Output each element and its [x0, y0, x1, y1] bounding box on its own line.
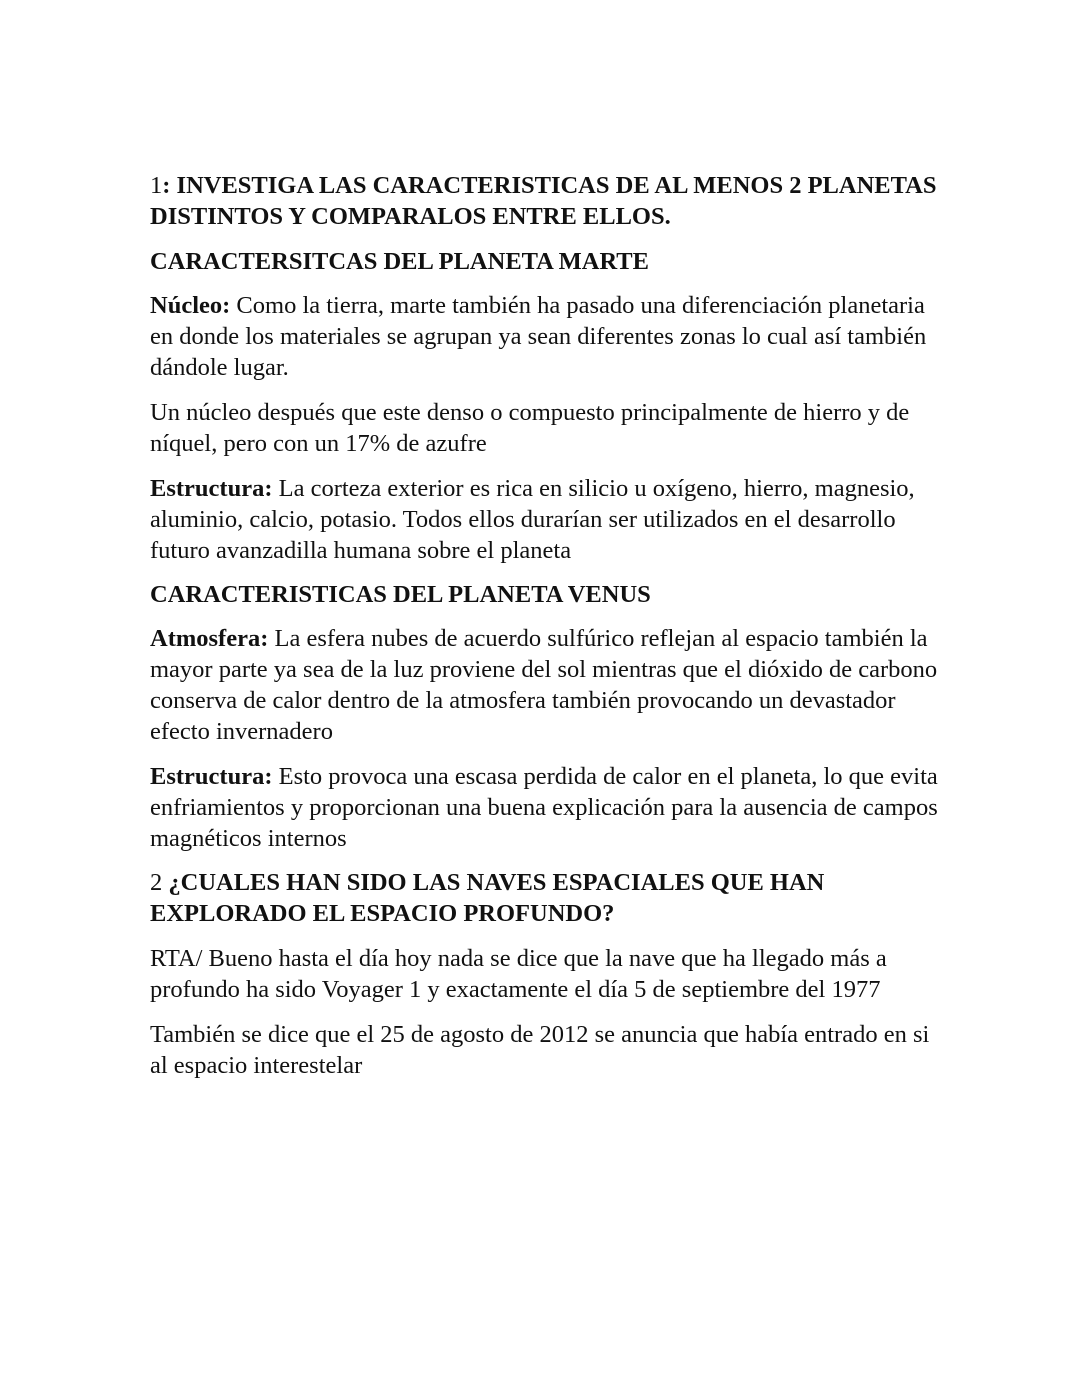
question-1-text: : INVESTIGA LAS CARACTERISTICAS DE AL MENOS 2 PLANETAS DISTINTOS Y COMPARALOS ENTRE ELLOS.: [150, 172, 937, 230]
question-2-text: ¿CUALES HAN SIDO LAS NAVES ESPACIALES QUE HAN EXPLORADO EL ESPACIO PROFUNDO?: [150, 869, 825, 927]
venus-atmosfera-paragraph: [150, 623, 940, 747]
answer-paragraph-1: RTA/ Bueno hasta el día hoy nada se dice que la nave que ha llegado más a profundo ha sido Voyager 1 y exactamente el día 5 de septiembre del 1977: [150, 945, 887, 1003]
document-page: [150, 170, 940, 1095]
marte-estructura-text: La corteza exterior es rica en silicio u oxígeno, hierro, magnesio, aluminio, calcio, potasio. Todos ellos durarían ser utilizados en el desarrollo futuro avanzadilla humana sobre el planeta: [150, 475, 915, 564]
venus-section-heading: CARACTERISTICAS DEL PLANETA VENUS: [150, 581, 651, 608]
marte-nucleo-paragraph-2: Un núcleo después que este denso o compuesto principalmente de hierro y de níquel, pero con un 17% de azufre: [150, 399, 910, 457]
venus-estructura-paragraph: [150, 761, 940, 854]
question-1-heading: [150, 170, 940, 232]
marte-nucleo-paragraph: [150, 290, 940, 383]
question-1-number: 1: [150, 172, 163, 199]
marte-section-heading: CARACTERSITCAS DEL PLANETA MARTE: [150, 248, 649, 275]
question-2-number: 2: [150, 869, 169, 896]
marte-estructura-paragraph: [150, 473, 940, 566]
marte-nucleo-label: Núcleo:: [150, 292, 231, 319]
marte-nucleo-text: Como la tierra, marte también ha pasado una diferenciación planetaria en donde los materiales se agrupan ya sean diferentes zonas lo cual así también dándole lugar.: [150, 292, 927, 381]
marte-estructura-label: Estructura:: [150, 475, 273, 502]
answer-paragraph-2: También se dice que el 25 de agosto de 2012 se anuncia que había entrado en si al espacio interestelar: [150, 1021, 930, 1079]
question-2-heading: [150, 867, 940, 929]
venus-estructura-label: Estructura:: [150, 763, 273, 790]
venus-estructura-text: Esto provoca una escasa perdida de calor en el planeta, lo que evita enfriamientos y proporcionan una buena explicación para la ausencia de campos magnéticos internos: [150, 763, 938, 852]
venus-atmosfera-label: Atmosfera:: [150, 625, 269, 652]
venus-atmosfera-text: La esfera nubes de acuerdo sulfúrico reflejan al espacio también la mayor parte ya sea de la luz proviene del sol mientras que el dióxido de carbono conserva de calor dentro de la atmosfera también provocando un devastador efecto invernadero: [150, 625, 938, 745]
